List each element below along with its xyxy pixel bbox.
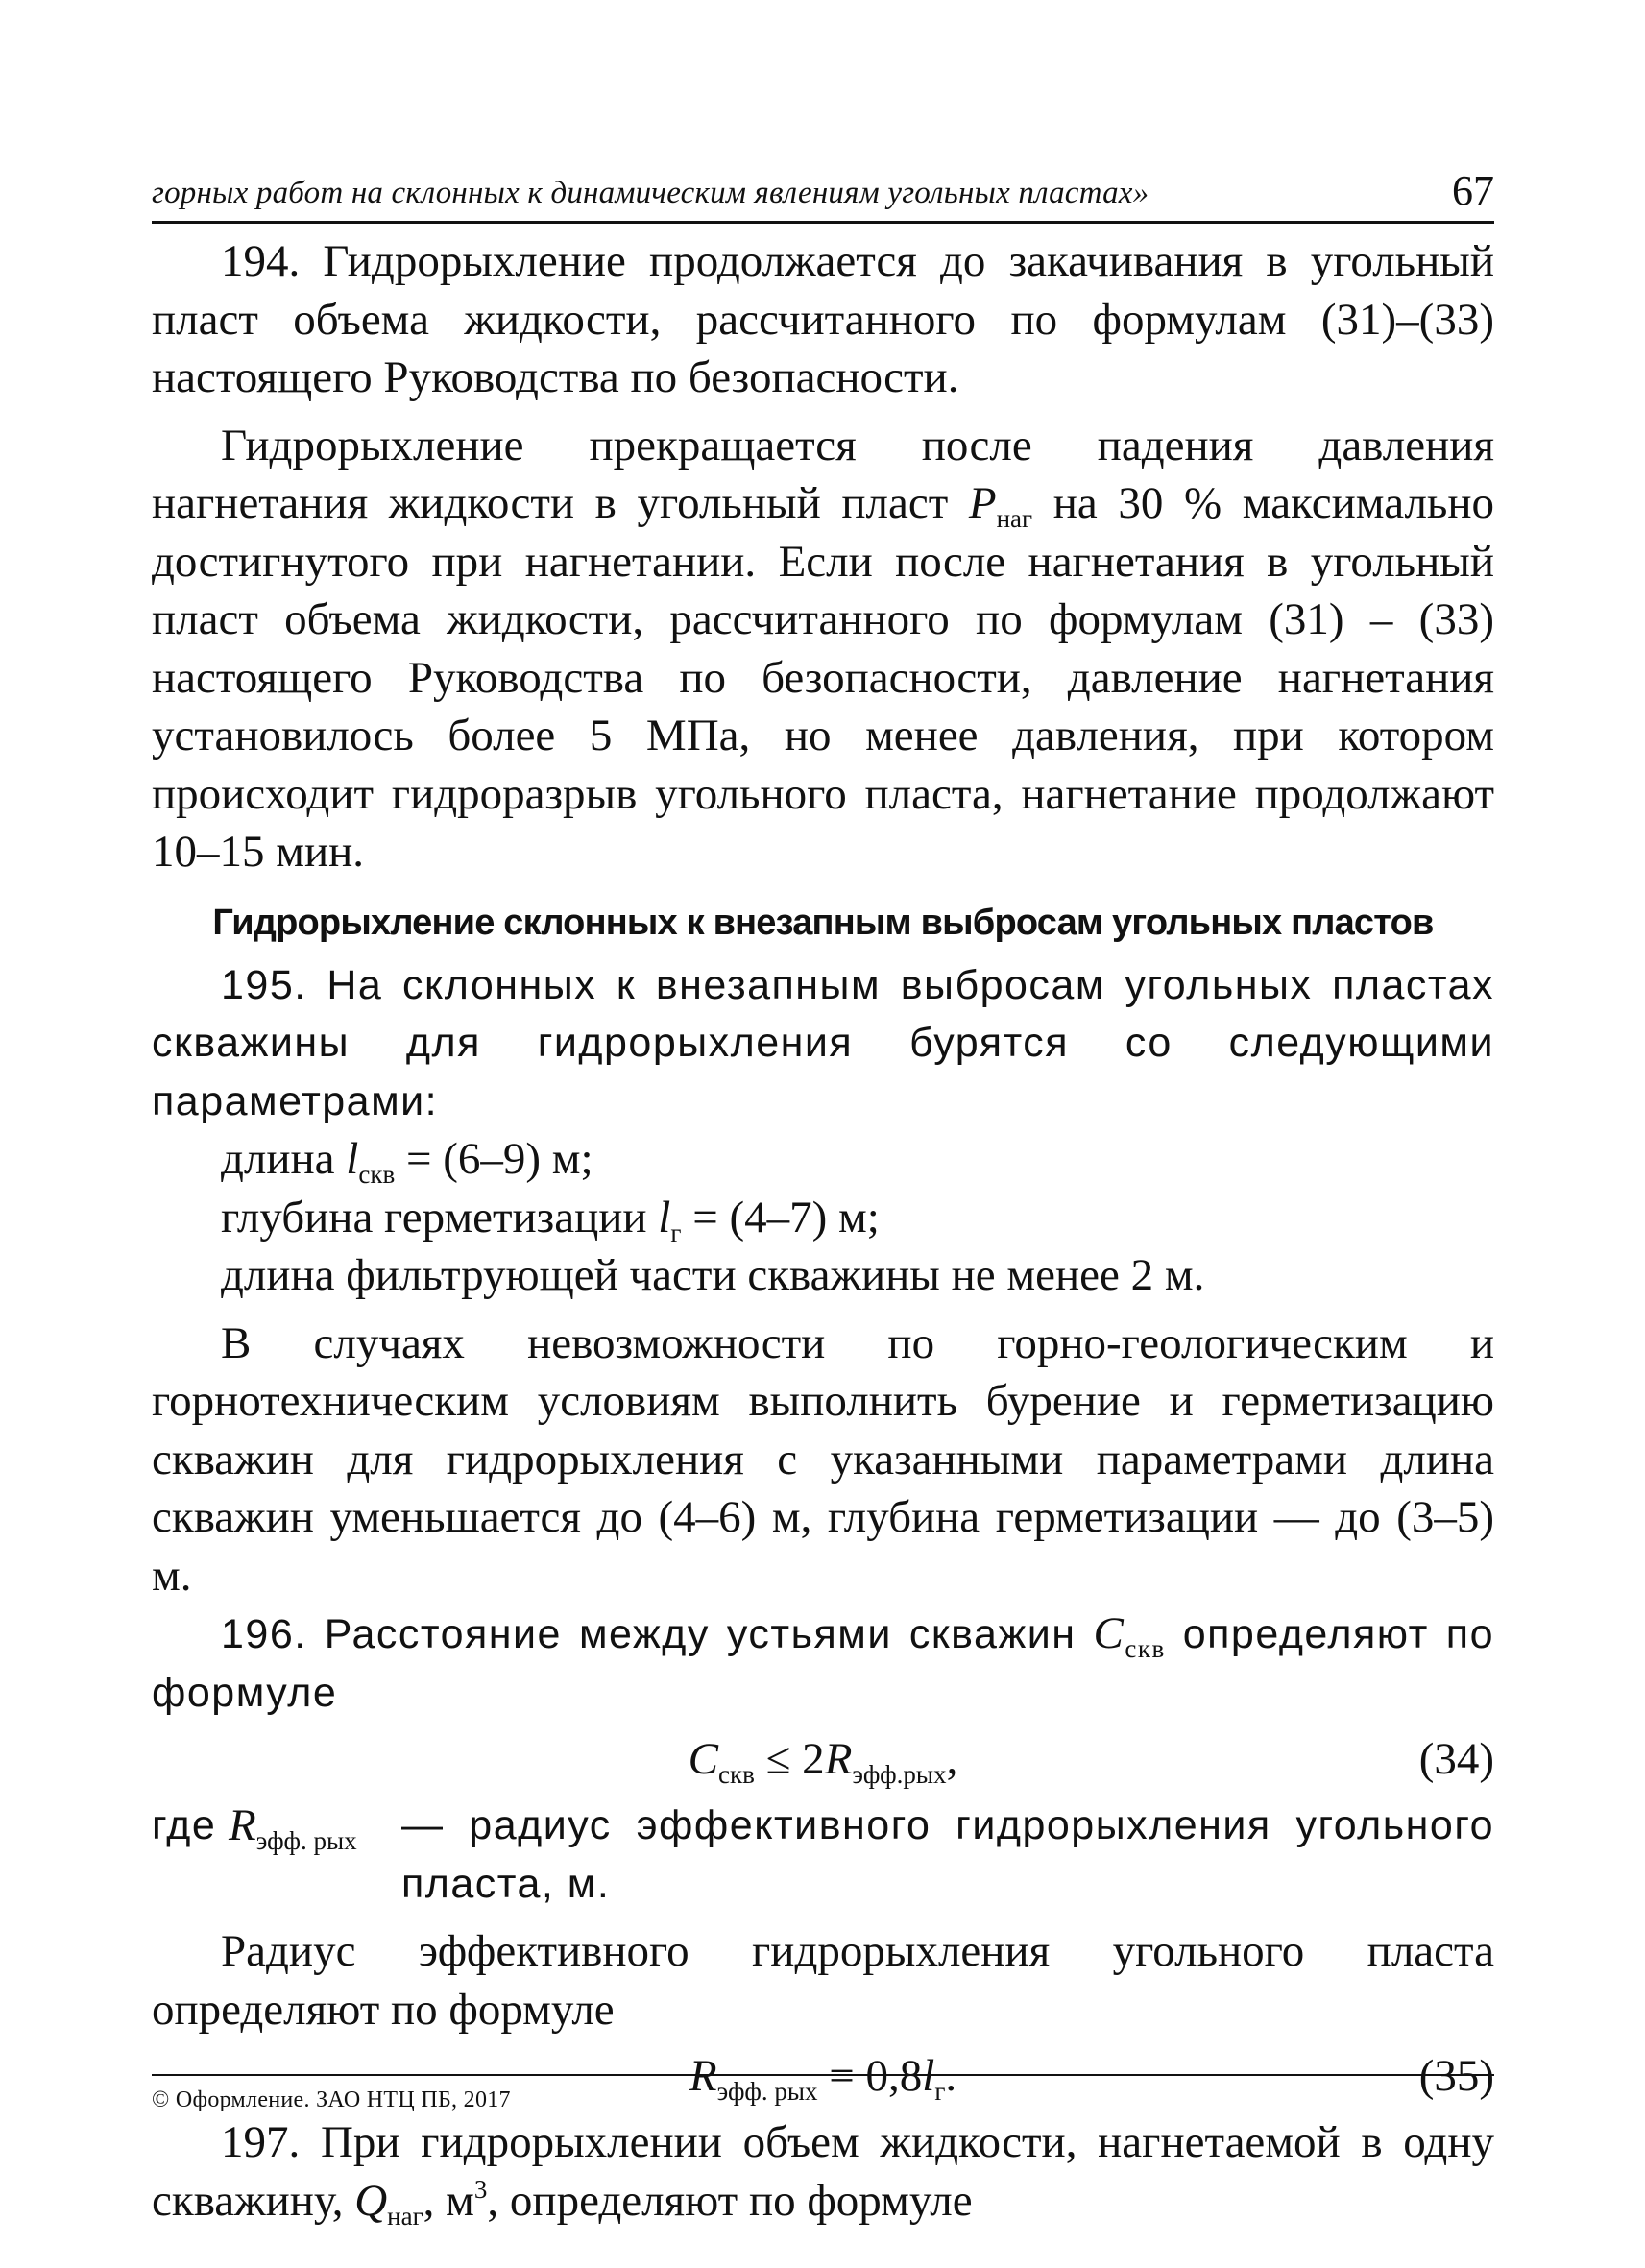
page-number: 67	[1452, 167, 1494, 214]
param-label: глубина герметизации	[221, 1192, 659, 1243]
paragraph-radius: Радиус эффективного гидрорыхления угольного пласта определяют по формуле	[152, 1926, 1494, 2035]
formula-symbol: R	[229, 1800, 256, 1850]
param-label: длина	[221, 1134, 347, 1184]
param-filter: длина фильтрующей части скважины не менее 2 м.	[221, 1250, 1205, 1300]
text-fragment: 196. Расстояние между устьями скважин	[221, 1611, 1094, 1657]
copyright-text: © Оформление. ЗАО НТЦ ПБ, 2017	[152, 2087, 511, 2112]
formula-number: (34)	[1418, 1734, 1494, 1784]
symbol-q: Q	[354, 2175, 388, 2226]
formula-number: (35)	[1418, 2051, 1494, 2101]
symbol-l: l	[346, 1134, 359, 1184]
formula-punctuation: ,	[946, 1734, 958, 1784]
where-definition: — радиус эффективного гидрорыхления угольного пласта, м.	[401, 1802, 1494, 1907]
formula-subscript: эфф. рых	[716, 2077, 818, 2106]
formula-expression	[152, 1722, 1494, 1797]
param-length	[152, 1130, 1494, 1189]
subscript: г	[670, 1218, 682, 1247]
paragraph-cases: В случаях невозможности по горно-геологическим и горнотехническим условиям выполнить бурение и герметизацию скважин для гидрорыхления с указанными параметрами длина скважин уменьшается до (4–6) м, глубина герметизации — до (3–5) м.	[152, 1317, 1494, 1601]
where-clause	[152, 1797, 1494, 1913]
subscript: наг	[387, 2201, 423, 2231]
subscript: наг	[996, 504, 1033, 533]
formula-punctuation: .	[945, 2051, 957, 2101]
formula-subscript: эфф.рых	[852, 1760, 947, 1789]
formula-symbol: R	[824, 1734, 853, 1784]
subscript: скв	[358, 1160, 396, 1189]
text-fragment: 197. При гидрорыхлении объем жидкости, нагнетаемой в одну скважину,	[152, 2117, 1494, 2226]
symbol-c: C	[1093, 1608, 1125, 1658]
page-content	[152, 232, 1494, 2230]
superscript: 3	[473, 2174, 488, 2204]
paragraph-195: 195. На склонных к внезапным выбросам угольных пластах скважины для гидрорыхления бурятся со следующими параметрами:	[152, 961, 1494, 1124]
text-fragment: на 30 % максимально достигнутого при нагнетании. Если после нагнетания в угольный пласт объема жидкости, рассчитанного по формулам (31) – (33) настоящего Руководства по безопасности, давление нагнетания установилось более 5 МПа, но менее давления, при котором происходит гидроразрыв угольного пласта, нагнетание продолжают 10–15 мин.	[152, 478, 1495, 877]
formula-subscript: г	[934, 2077, 946, 2106]
formula-subscript: эфф. рых	[255, 1826, 357, 1855]
formula-symbol: C	[688, 1734, 719, 1784]
formula-symbol: R	[689, 2051, 717, 2101]
paragraph-197	[152, 2113, 1494, 2230]
text-fragment: определяют по формуле	[152, 1611, 1494, 1716]
param-value: = (4–7) м;	[681, 1192, 880, 1243]
formula-operator: ≤ 2	[754, 1734, 825, 1784]
paragraph-196	[152, 1604, 1494, 1722]
param-value: = (6–9) м;	[395, 1134, 593, 1184]
formula-34	[152, 1722, 1494, 1797]
param-depth	[152, 1189, 1494, 1247]
page-footer	[152, 2074, 1494, 2113]
text-fragment: Гидрорыхление прекращается после падения давления нагнетания жидкости в угольный пласт	[152, 420, 1494, 528]
section-heading: Гидрорыхление склонных к внезапным выбросам угольных пластов	[212, 902, 1434, 943]
formula-operator: = 0,8	[817, 2051, 923, 2101]
text-fragment: , м	[423, 2175, 474, 2226]
subscript: скв	[1125, 1634, 1166, 1663]
paragraph-194: 194. Гидрорыхление продолжается до закачивания в угольный пласт объема жидкости, рассчитанного по формулам (31)–(33) настоящего Руководства по безопасности.	[152, 236, 1494, 402]
where-symbol	[229, 1797, 357, 1857]
paragraph-stop-condition	[152, 417, 1494, 881]
symbol-l: l	[658, 1192, 671, 1243]
text-fragment: , определяют по формуле	[487, 2175, 973, 2226]
symbol-p: P	[968, 478, 997, 528]
formula-symbol: l	[922, 2051, 935, 2101]
formula-subscript: скв	[718, 1760, 755, 1789]
running-header	[152, 165, 1494, 224]
running-title: горных работ на склонных к динамическим явлениям угольных пластах»	[152, 176, 1149, 210]
where-label: где	[152, 1802, 217, 1848]
